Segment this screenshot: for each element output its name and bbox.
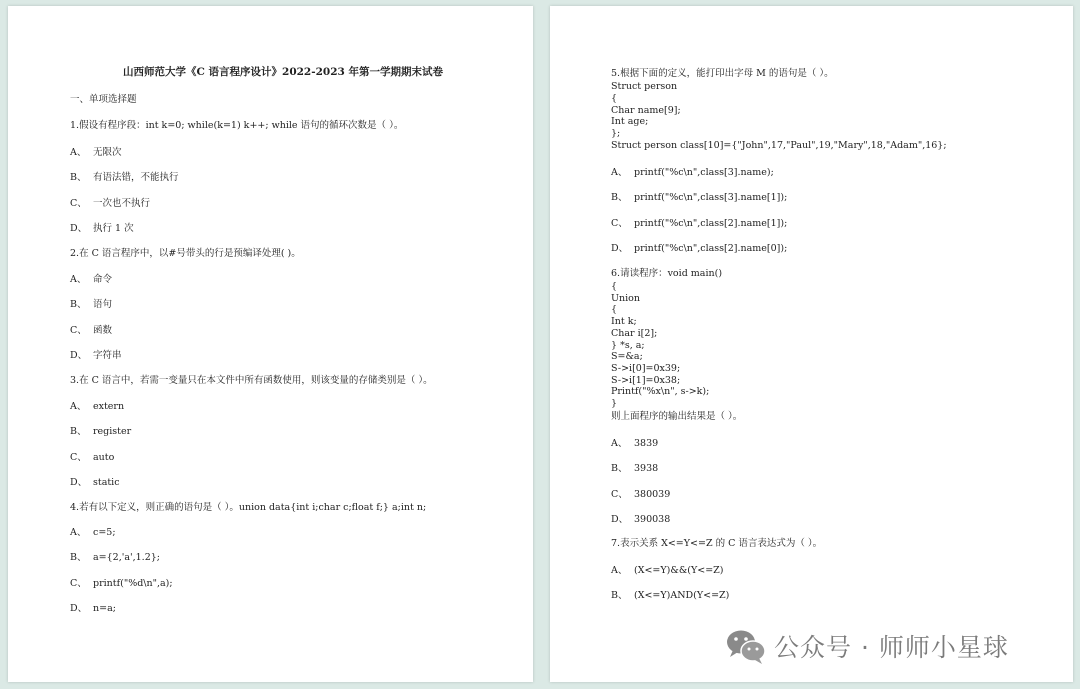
- option-text: 语句: [93, 299, 113, 311]
- option-letter: C、: [70, 324, 87, 336]
- option-text: (X<=Y)&&(Y<=Z): [634, 565, 724, 576]
- wechat-icon: [724, 626, 768, 666]
- option-letter: D、: [70, 476, 88, 488]
- question-6: 6.请读程序：void main(): [611, 268, 723, 279]
- option-text: printf("%c\n",class[3].name);: [634, 167, 774, 178]
- option-text: 380039: [634, 488, 671, 500]
- code-line: } *s, a;: [611, 339, 645, 351]
- question-5: 5.根据下面的定义，能打印出字母 M 的语句是（ ）。: [611, 68, 834, 79]
- question-1: 1.假设有程序段：int k=0; while(k=1) k++; while 语句的循环次数是（ ）。: [70, 120, 404, 131]
- document-page-left: [8, 6, 533, 682]
- option-text: 一次也不执行: [93, 197, 151, 209]
- code-line: Printf("%x\n", s->k);: [611, 386, 710, 398]
- option-text: printf("%c\n",class[2].name[0]);: [634, 242, 788, 254]
- document-page-right: [550, 6, 1073, 682]
- option-text: 命令: [93, 274, 113, 285]
- option-text: 无限次: [93, 147, 122, 158]
- code-line: Struct person: [611, 81, 678, 92]
- option-letter: C、: [70, 197, 87, 209]
- option-letter: C、: [70, 577, 87, 589]
- option-text: printf("%c\n",class[3].name[1]);: [634, 192, 788, 204]
- option-letter: B、: [70, 299, 87, 311]
- code-line: };: [611, 128, 621, 140]
- question-3: 3.在 C 语言中，若需一变量只在本文件中所有函数使用，则该变量的存储类别是（ ）。: [70, 375, 433, 386]
- option-letter: D、: [70, 602, 88, 614]
- option-letter: A、: [70, 147, 87, 158]
- option-letter: C、: [611, 488, 628, 500]
- option-letter: A、: [611, 167, 628, 178]
- option-letter: C、: [70, 451, 87, 463]
- option-text: 有语法错，不能执行: [93, 172, 179, 184]
- option-letter: A、: [70, 527, 87, 538]
- option-letter: B、: [70, 426, 87, 438]
- option-letter: A、: [70, 401, 87, 412]
- option-letter: D、: [70, 222, 88, 234]
- code-line: Union: [611, 292, 641, 304]
- option-letter: B、: [611, 463, 628, 475]
- option-text: printf("%d\n",a);: [93, 577, 173, 589]
- option-text: a={2,'a',1.2};: [93, 552, 160, 564]
- option-letter: D、: [611, 513, 629, 525]
- option-text: extern: [93, 401, 125, 412]
- code-line: S->i[0]=0x39;: [611, 362, 681, 374]
- code-line: {: [611, 304, 618, 316]
- option-text: 函数: [93, 324, 113, 336]
- code-line: {: [611, 281, 618, 292]
- option-text: printf("%c\n",class[2].name[1]);: [634, 217, 788, 229]
- question-2: 2.在 C 语言程序中，以#号带头的行是预编译处理( )。: [70, 248, 301, 259]
- code-line: Struct person class[10]={"John",17,"Paul",19,"Mary",18,"Adam",16};: [611, 140, 947, 151]
- option-text: (X<=Y)AND(Y<=Z): [634, 590, 730, 602]
- code-line: S->i[1]=0x38;: [611, 374, 681, 386]
- code-line: {: [611, 92, 618, 104]
- question-7: 7.表示关系 X<=Y<=Z 的 C 语言表达式为（ ）。: [611, 538, 823, 549]
- code-line: Int age;: [611, 116, 649, 128]
- code-line: Char name[9];: [611, 104, 681, 116]
- question-6-prompt: 则上面程序的输出结果是（ ）。: [611, 411, 743, 422]
- option-letter: D、: [70, 349, 88, 361]
- option-text: 执行 1 次: [93, 222, 134, 234]
- option-text: auto: [93, 451, 115, 463]
- section-heading: 一、单项选择题: [70, 94, 137, 105]
- option-letter: A、: [70, 274, 87, 285]
- watermark: [724, 626, 1064, 666]
- option-text: 3839: [634, 438, 659, 449]
- option-text: 字符串: [93, 349, 122, 361]
- question-4: 4.若有以下定义，则正确的语句是（ ）。union data{int i;char c;float f;} a;int n;: [70, 502, 427, 513]
- option-letter: A、: [611, 438, 628, 449]
- option-text: 3938: [634, 463, 659, 475]
- watermark-text: 公众号 · 师师小星球: [774, 633, 1009, 662]
- code-line: S=&a;: [611, 351, 643, 363]
- code-line: }: [611, 398, 618, 409]
- option-letter: A、: [611, 565, 628, 576]
- option-letter: B、: [70, 172, 87, 184]
- option-letter: B、: [611, 192, 628, 204]
- option-text: static: [93, 476, 120, 488]
- option-text: 390038: [634, 513, 671, 525]
- option-letter: D、: [611, 242, 629, 254]
- option-text: n=a;: [93, 602, 116, 614]
- option-letter: B、: [70, 552, 87, 564]
- option-letter: C、: [611, 217, 628, 229]
- option-letter: B、: [611, 590, 628, 602]
- option-text: c=5;: [93, 527, 116, 538]
- exam-title: 山西师范大学《C 语言程序设计》2022-2023 年第一学期期末试卷: [123, 66, 443, 78]
- option-text: register: [93, 426, 132, 438]
- code-line: Char i[2];: [611, 327, 658, 339]
- code-line: Int k;: [611, 316, 637, 328]
